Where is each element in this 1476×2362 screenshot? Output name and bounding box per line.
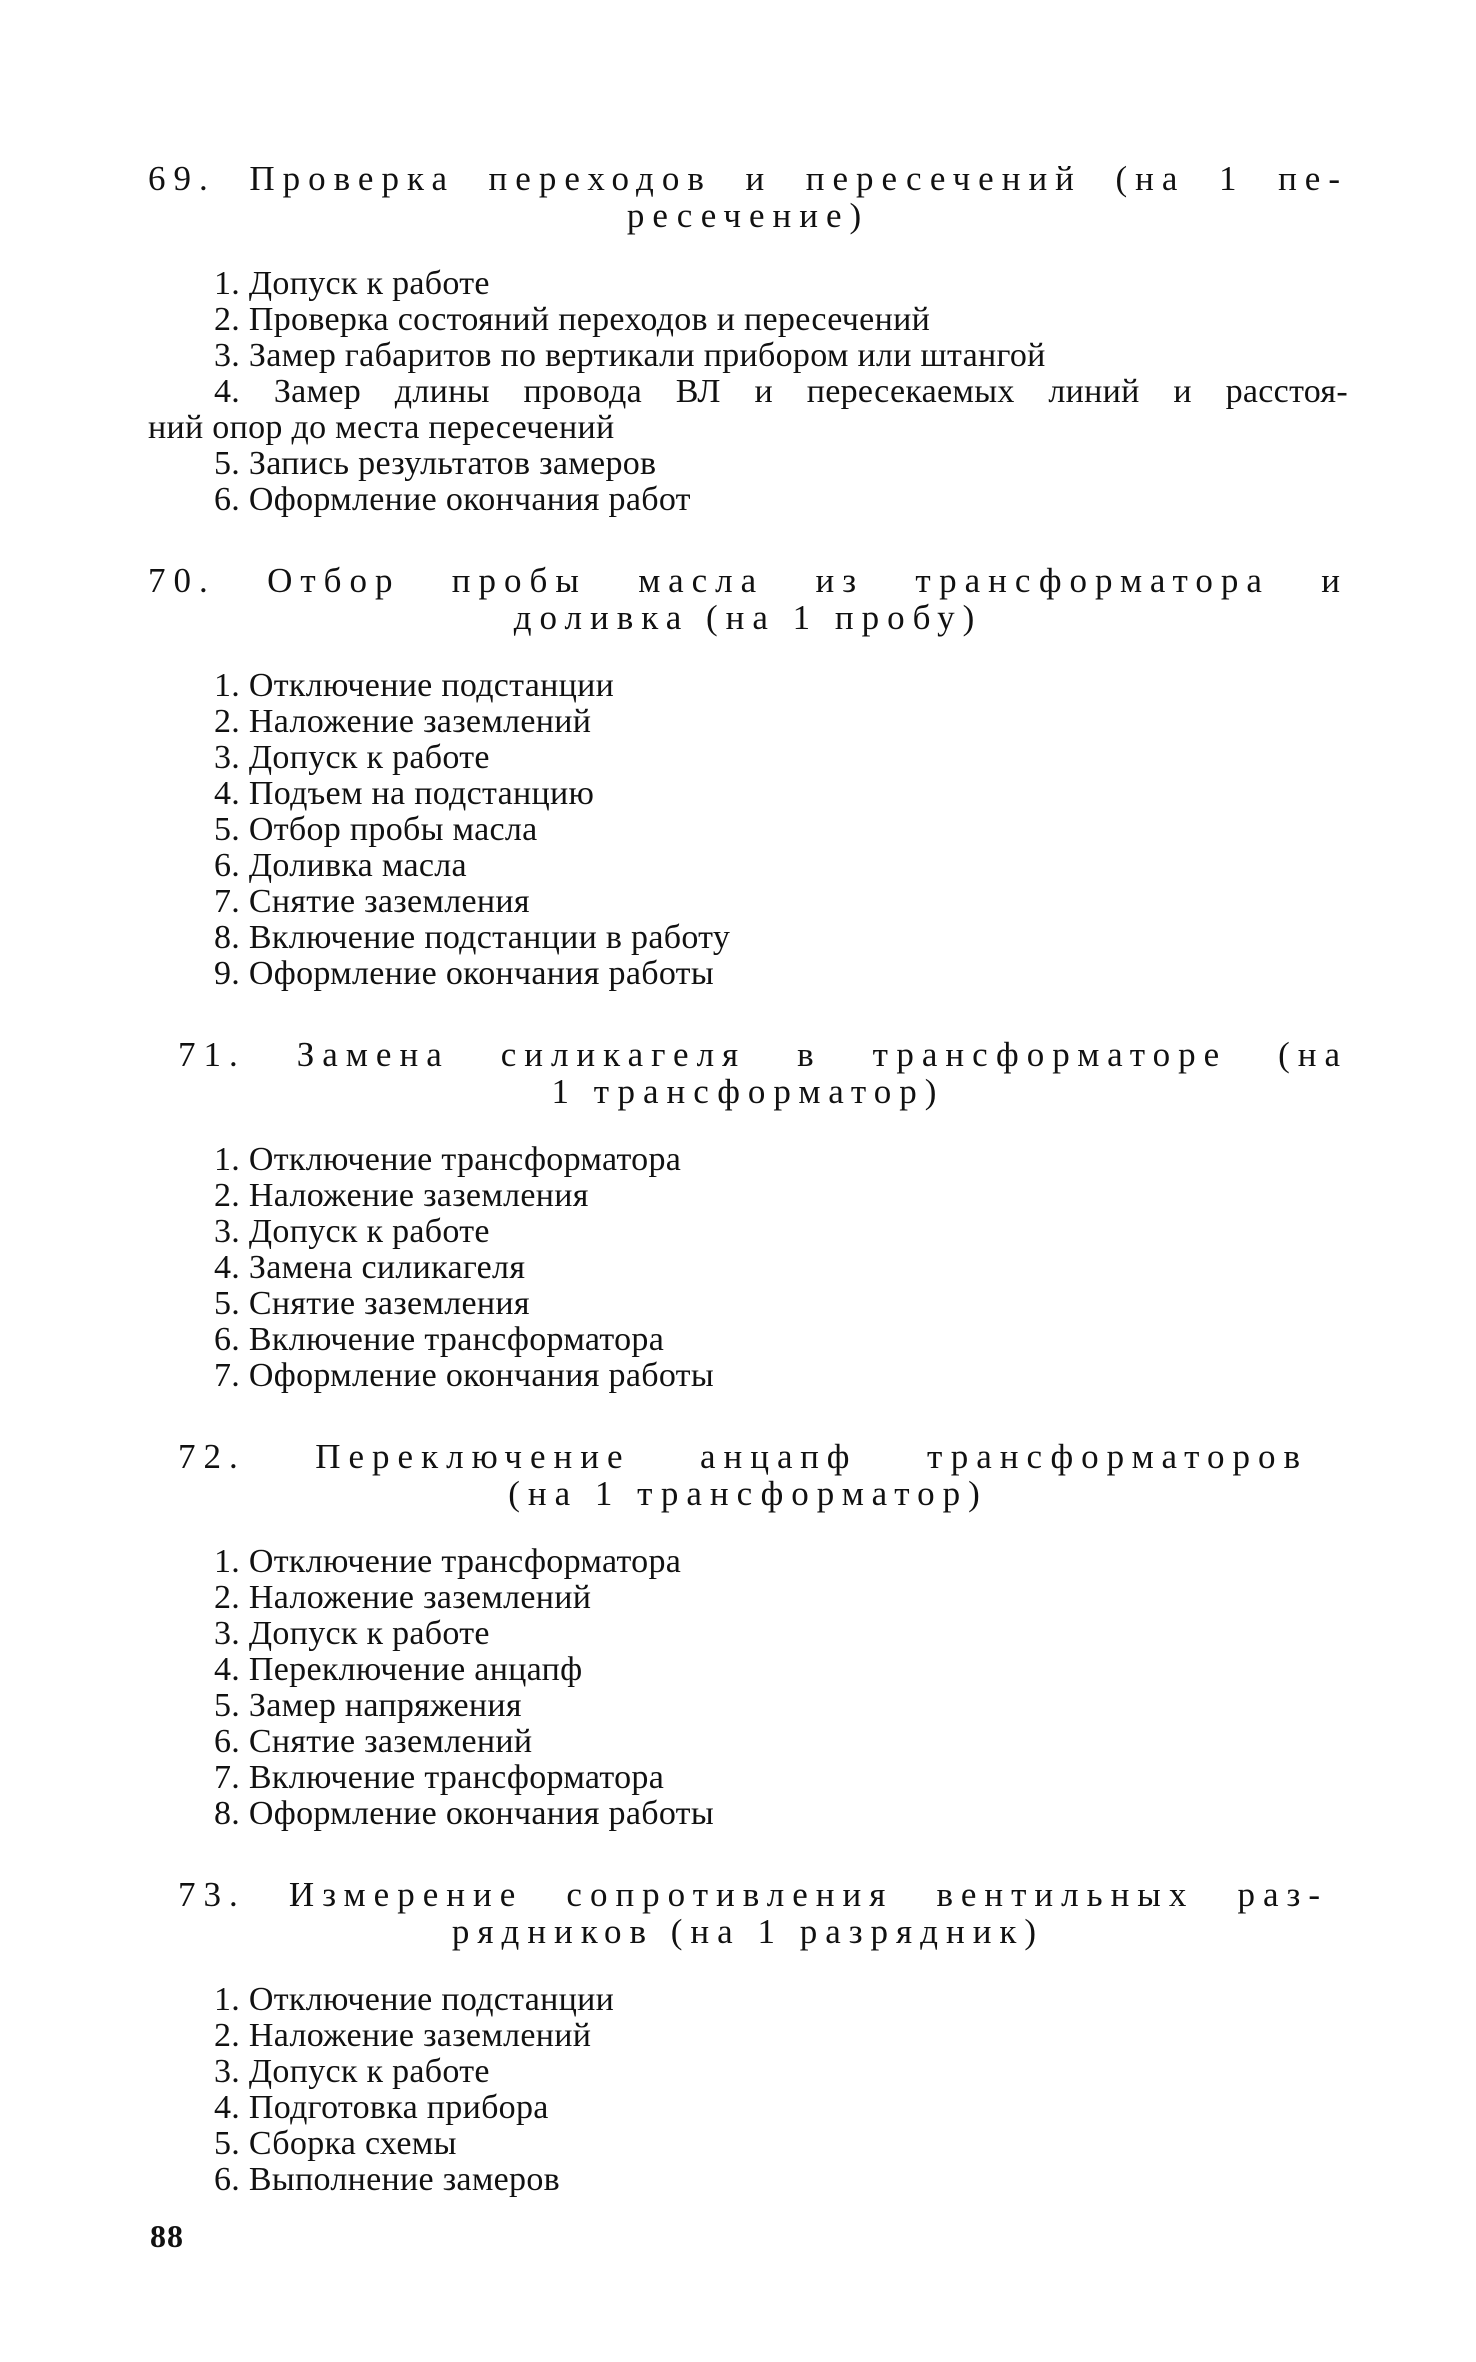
step-list [148,266,1348,518]
section-69 [148,160,1348,518]
list-item: 3. Допуск к работе [214,1615,490,1652]
document-page [148,160,1348,2198]
list-item: 5. Запись результатов замеров [214,445,657,482]
section-gap [148,992,1348,1036]
list-item: 2. Наложение заземлений [214,2017,592,2054]
list-item: 4. Подъем на подстанцию [214,775,595,812]
list-item: 7. Оформление окончания работы [214,1357,714,1394]
section-title: 71. Замена силикагеля в трансформаторе (на [178,1035,1348,1074]
step-list [148,668,1348,992]
section-title: 70. Отбор пробы масла из трансформатора и [148,561,1348,600]
list-item: 4. Переключение анцапф [214,1651,583,1688]
list-item: 3. Допуск к работе [214,1213,490,1250]
list-item: 3. Допуск к работе [214,739,490,776]
list-item: 3. Допуск к работе [214,2053,490,2090]
list-item: 7. Включение трансформатора [214,1759,665,1796]
list-item: 2. Наложение заземлений [214,1579,592,1616]
list-item-continuation: ний опор до места пересечений [148,409,615,446]
section-gap [148,518,1348,562]
list-item: 3. Замер габаритов по вертикали прибором или штангой [214,337,1046,374]
list-item: 6. Снятие заземлений [214,1723,533,1760]
list-item: 2. Наложение заземлений [214,703,592,740]
list-item: 5. Сборка схемы [214,2125,457,2162]
section-title: 69. Проверка переходов и пересечений (на 1 пе- [148,159,1348,198]
list-item: 8. Включение подстанции в работу [214,919,731,956]
step-list [148,1544,1348,1832]
section-title-continuation: (на 1 трансформатор) [508,1474,988,1513]
section-73 [148,1876,1348,2198]
section-gap [148,1832,1348,1876]
list-item: 1. Отключение подстанции [214,667,615,704]
list-item: 6. Включение трансформатора [214,1321,665,1358]
list-item: 1. Отключение подстанции [214,1981,615,2018]
list-item: 1. Допуск к работе [214,265,490,302]
section-gap [148,1394,1348,1438]
list-item: 8. Оформление окончания работы [214,1795,714,1832]
step-list [148,1142,1348,1394]
section-70 [148,562,1348,992]
list-item: 6. Выполнение замеров [214,2161,560,2198]
section-title: 73. Измерение сопротивления вентильных раз- [178,1875,1328,1914]
list-item: 5. Отбор пробы масла [214,811,538,848]
section-title-continuation: 1 трансформатор) [551,1072,945,1111]
list-item: 2. Проверка состояний переходов и пересечений [214,301,931,338]
step-list [148,1982,1348,2198]
list-item: 6. Оформление окончания работ [214,481,691,518]
list-item: 4. Замер длины провода ВЛ и пересекаемых линий и расстоя- [214,373,1348,410]
section-title-continuation: рядников (на 1 разрядник) [451,1912,1045,1951]
page-number: 88 [150,2218,184,2254]
list-item: 4. Подготовка прибора [214,2089,549,2126]
section-71 [148,1036,1348,1394]
section-title: 72. Переключение анцапф трансформаторов [178,1437,1308,1476]
list-item: 7. Снятие заземления [214,883,530,920]
list-item: 4. Замена силикагеля [214,1249,526,1286]
list-item: 5. Снятие заземления [214,1285,530,1322]
list-item: 9. Оформление окончания работы [214,955,714,992]
list-item: 1. Отключение трансформатора [214,1141,682,1178]
section-title-continuation: ресечение) [626,196,870,235]
list-item: 5. Замер напряжения [214,1687,522,1724]
list-item: 2. Наложение заземления [214,1177,589,1214]
section-title-continuation: доливка (на 1 пробу) [513,598,983,637]
section-72 [148,1438,1348,1832]
list-item: 6. Доливка масла [214,847,467,884]
list-item: 1. Отключение трансформатора [214,1543,682,1580]
